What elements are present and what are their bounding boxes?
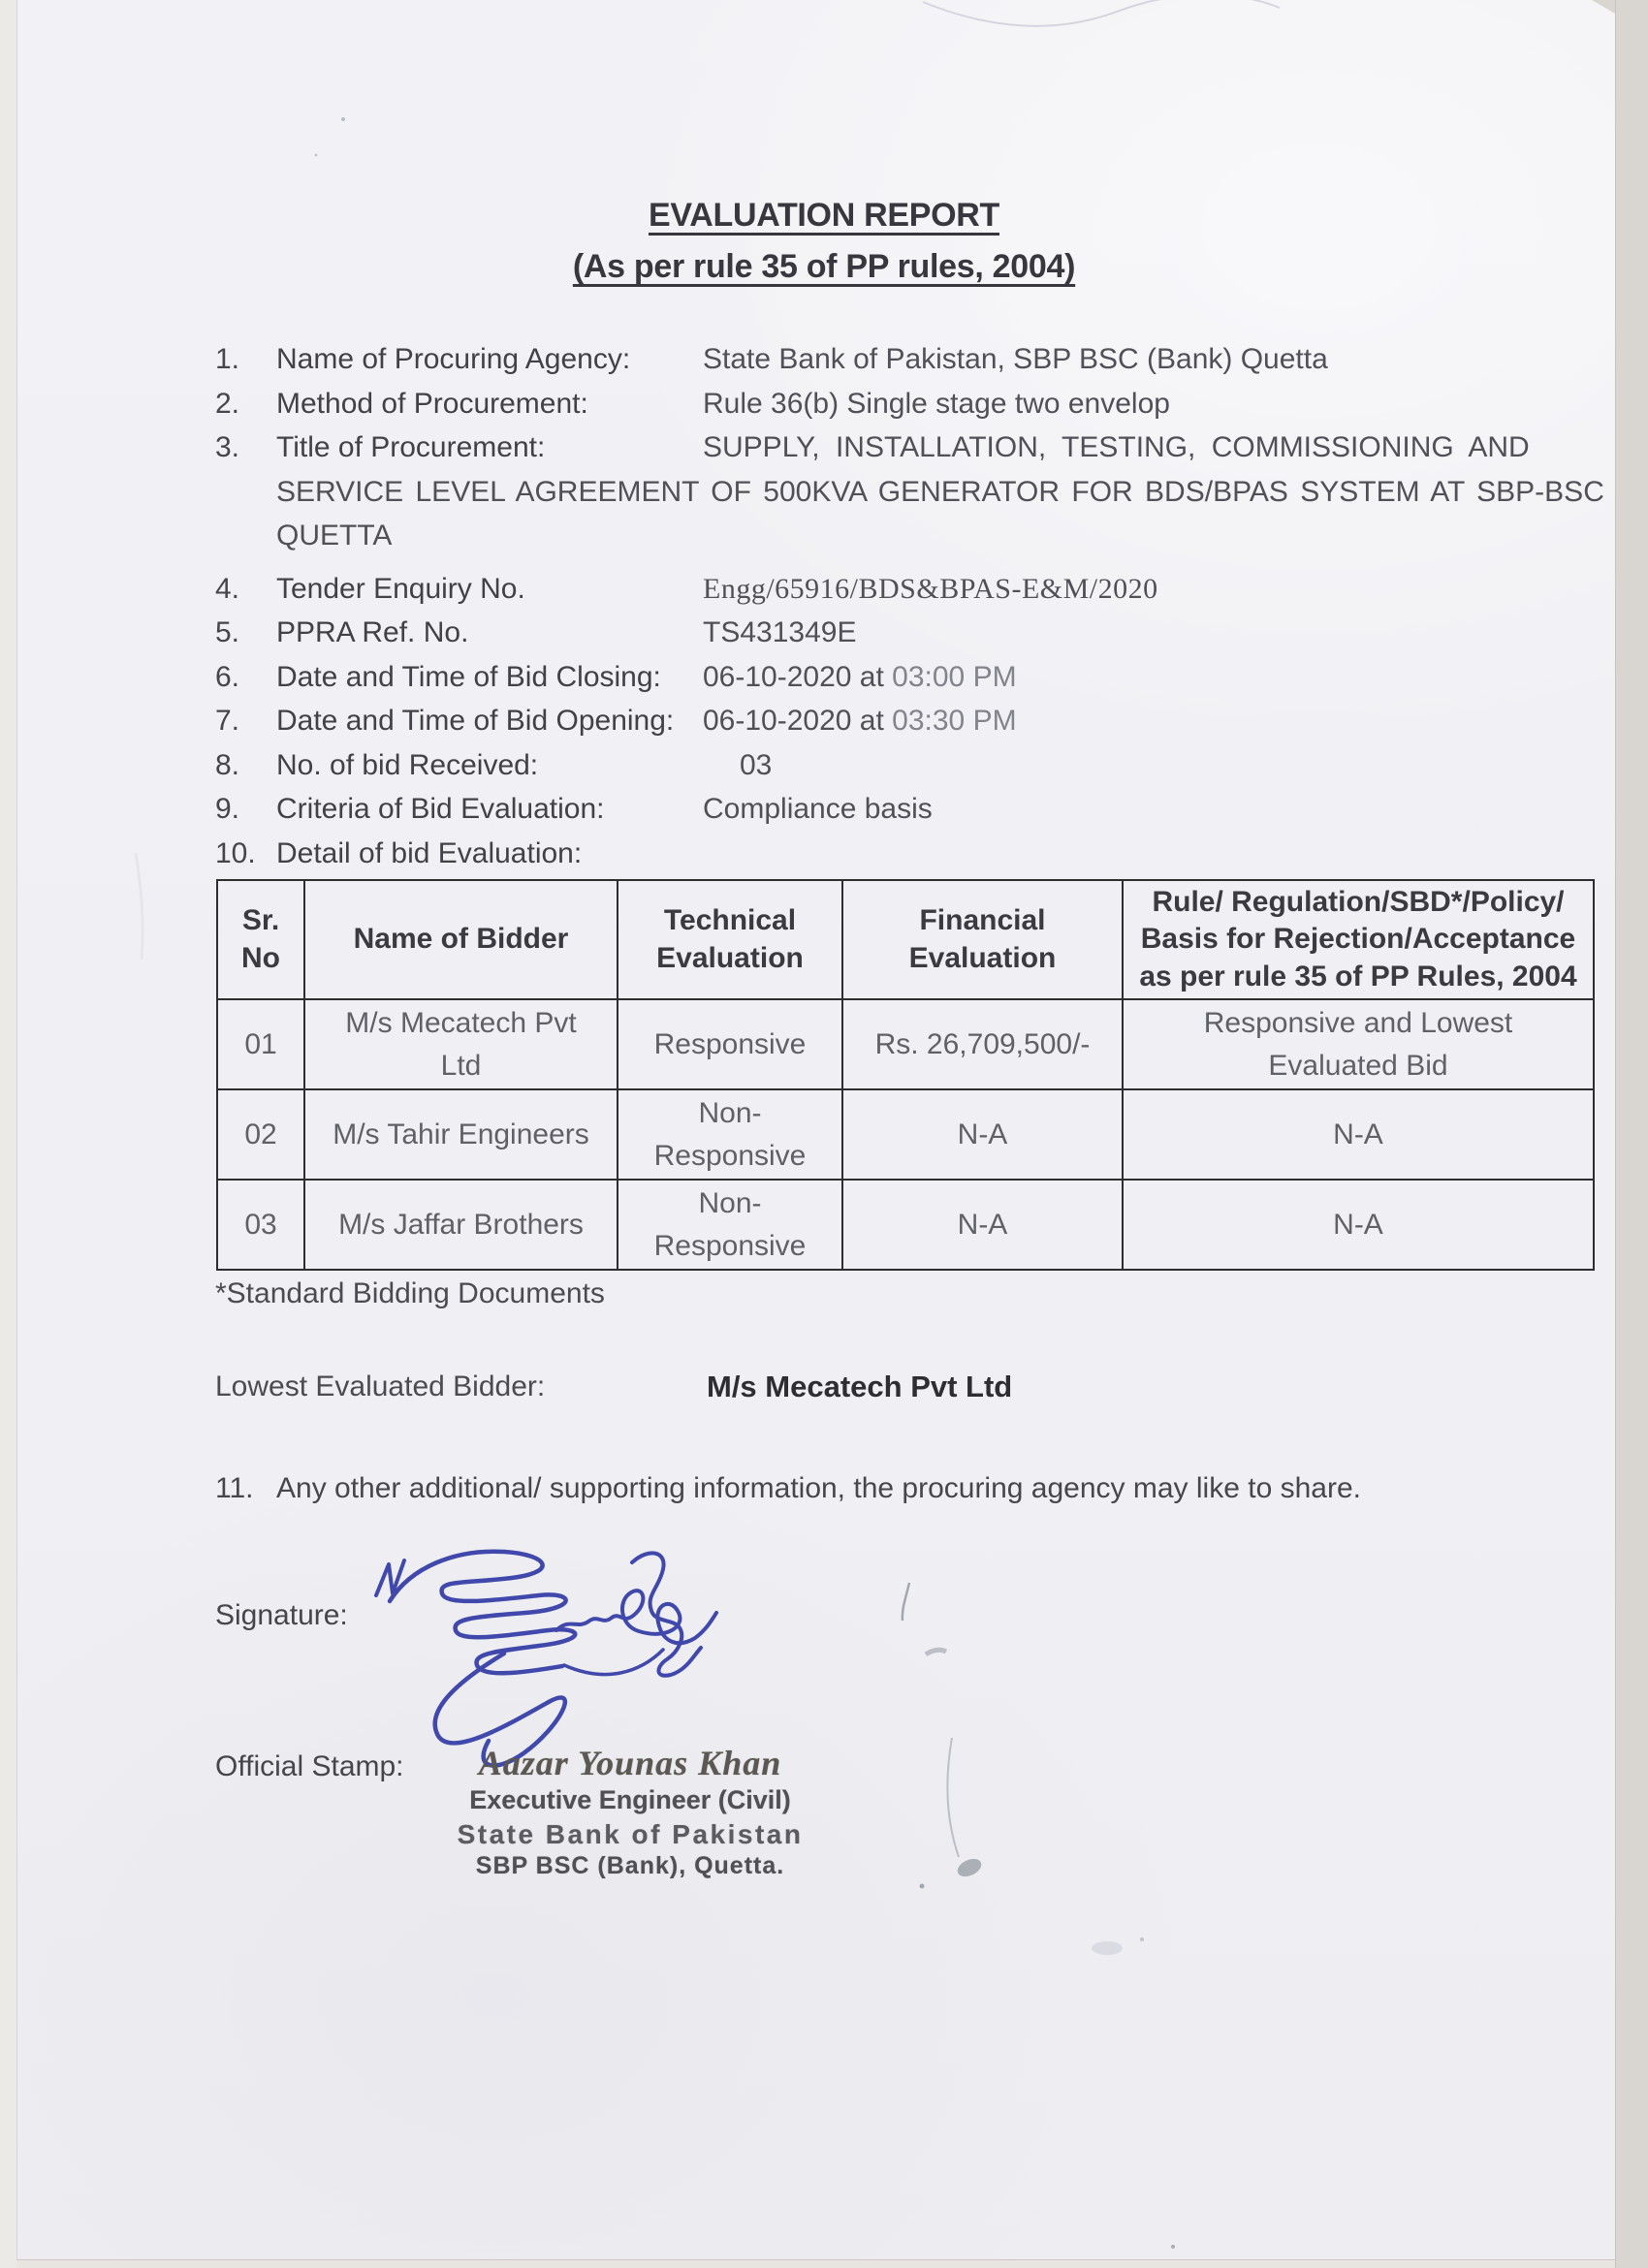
header-line: Name of Bidder	[353, 923, 569, 956]
table-header-row	[217, 880, 1594, 999]
lowest-evaluated-bidder-row	[215, 1365, 1593, 1408]
item-value	[703, 832, 1593, 876]
cell-line: Responsive and Lowest	[1203, 1007, 1513, 1039]
paper-smudge	[1092, 1941, 1123, 1955]
cell-basis: N-A	[1123, 1089, 1594, 1180]
cell-line: M/s Mecatech Pvt	[345, 1007, 577, 1039]
header-line: No	[241, 941, 280, 974]
cell-basis: N-A	[1123, 1180, 1594, 1270]
cell-financial: Rs. 26,709,500/-	[842, 999, 1123, 1089]
cell-bidder: M/s Jaffar Brothers	[304, 1180, 618, 1270]
item-number: 2.	[215, 387, 240, 420]
signature-label: Signature:	[215, 1599, 348, 1631]
item-value: Rule 36(b) Single stage two envelop	[703, 387, 1170, 420]
header-line: Technical	[663, 904, 797, 937]
item-label: Tender Enquiry No.	[276, 572, 525, 605]
list-item	[215, 567, 1593, 612]
item-number: 8.	[215, 748, 240, 781]
header-line: as per rule 35 of PP Rules, 2004	[1139, 960, 1577, 992]
header-cell-sr	[217, 880, 304, 999]
bid-opening-date: 06-10-2020 at	[703, 705, 884, 737]
list-item	[215, 832, 1593, 876]
official-stamp	[436, 1743, 824, 1880]
list-item	[215, 611, 1593, 655]
cell-line: Ltd	[440, 1049, 482, 1082]
cell-basis	[1123, 999, 1594, 1089]
header-line: Rule/ Regulation/SBD*/Policy/	[1152, 885, 1565, 918]
lowest-evaluated-bidder-label: Lowest Evaluated Bidder:	[215, 1370, 546, 1402]
cell-bidder	[304, 999, 618, 1089]
cell-line: Non-	[698, 1187, 762, 1219]
scan-left-edge	[0, 0, 17, 2268]
official-stamp-label: Official Stamp:	[215, 1750, 404, 1782]
cell-technical	[618, 1089, 842, 1180]
sbd-footnote: *Standard Bidding Documents	[215, 1277, 605, 1309]
table-row	[217, 999, 1594, 1089]
header-cell-basis	[1123, 880, 1594, 999]
item-number: 5.	[215, 616, 240, 648]
bid-closing-time: 03:00 PM	[892, 660, 1017, 693]
item-number: 3.	[215, 431, 240, 463]
paper-speck	[315, 154, 318, 157]
item-value: Compliance basis	[703, 793, 933, 825]
cell-sr: 02	[217, 1089, 304, 1180]
item-label: Criteria of Bid Evaluation:	[276, 793, 605, 825]
item-number: 7.	[215, 705, 240, 737]
item-number: 9.	[215, 793, 240, 825]
stamp-branch: SBP BSC (Bank), Quetta.	[475, 1852, 785, 1879]
title-block	[0, 197, 1648, 286]
cell-technical: Responsive	[618, 999, 842, 1089]
stamp-name: Aazar Younas Khan	[478, 1744, 782, 1782]
cell-sr: 01	[217, 999, 304, 1089]
item-label: Detail of bid Evaluation:	[276, 836, 583, 869]
item-number: 11.	[215, 1472, 254, 1504]
header-line: Sr.	[241, 904, 280, 937]
item-value-continuation: QUETTA	[276, 520, 393, 551]
numbered-list	[215, 337, 1604, 875]
item-value-continuation: SERVICE LEVEL AGREEMENT OF 500KVA GENERATOR FOR BDS/BPAS SYSTEM AT SBP-BSC	[276, 475, 1604, 508]
bid-opening-time: 03:30 PM	[892, 705, 1017, 737]
list-item	[215, 787, 1593, 832]
stamp-designation: Executive Engineer (Civil)	[469, 1785, 791, 1814]
header-cell-financial	[842, 880, 1123, 999]
page-subtitle: (As per rule 35 of PP rules, 2004)	[572, 248, 1076, 285]
item-value: SUPPLY, INSTALLATION, TESTING, COMMISSIONING AND	[703, 431, 1530, 463]
item-value: TS431349E	[703, 616, 857, 648]
item-label: Method of Procurement:	[276, 387, 588, 420]
item-value: State Bank of Pakistan, SBP BSC (Bank) Quetta	[703, 343, 1328, 375]
item-label: Title of Procurement:	[276, 431, 546, 463]
cell-line: Evaluated Bid	[1268, 1049, 1448, 1082]
item-value: 03	[740, 748, 773, 781]
paper-corner-cut	[1592, 0, 1615, 14]
cell-line: Responsive	[653, 1229, 807, 1262]
cell-technical	[618, 1180, 842, 1270]
ink-smudge	[955, 1855, 984, 1879]
paper-speck	[1140, 1937, 1144, 1941]
list-item	[215, 382, 1593, 426]
bid-evaluation-table	[216, 879, 1595, 1271]
bid-closing-date: 06-10-2020 at	[703, 660, 884, 693]
additional-info-item	[215, 1466, 1593, 1510]
header-line: Evaluation	[908, 941, 1057, 974]
header-cell-technical	[618, 880, 842, 999]
item-value	[703, 655, 1593, 700]
cell-bidder: M/s Tahir Engineers	[304, 1089, 618, 1180]
stamp-organization: State Bank of Pakistan	[457, 1819, 804, 1849]
item-number: 1.	[215, 343, 240, 375]
list-item	[215, 699, 1593, 743]
cell-financial: N-A	[842, 1089, 1123, 1180]
cell-sr: 03	[217, 1180, 304, 1270]
paper-speck	[920, 1884, 925, 1889]
ink-dash	[926, 1650, 946, 1654]
header-line: Basis for Rejection/Acceptance	[1140, 923, 1576, 956]
paper-speck	[341, 117, 345, 121]
cell-line: Responsive	[653, 1139, 807, 1172]
list-item	[215, 743, 1593, 788]
item-label: Date and Time of Bid Opening:	[276, 705, 675, 737]
list-item	[215, 655, 1593, 700]
scan-bottom-edge	[16, 2259, 1615, 2268]
item-label: Name of Procuring Agency:	[276, 343, 631, 375]
item-number: 10.	[215, 836, 256, 869]
table-row	[217, 1180, 1594, 1270]
list-item	[215, 337, 1593, 382]
pen-scratch	[903, 1583, 909, 1621]
lowest-evaluated-bidder-value: M/s Mecatech Pvt Ltd	[707, 1370, 1013, 1403]
header-line: Evaluation	[656, 941, 804, 974]
table-row	[217, 1089, 1594, 1180]
item-label: No. of bid Received:	[276, 748, 539, 781]
header-line: Financial	[919, 904, 1046, 937]
item-number: 4.	[215, 572, 240, 605]
cell-financial: N-A	[842, 1180, 1123, 1270]
item-value: Engg/65916/BDS&BPAS-E&M/2020	[703, 572, 1158, 605]
item-value	[703, 699, 1593, 743]
item-text: Any other additional/ supporting information, the procuring agency may like to share.	[276, 1472, 1361, 1504]
crease-line	[947, 1738, 959, 1857]
page-title: EVALUATION REPORT	[649, 197, 999, 234]
crease-line	[923, 0, 1280, 26]
scan-right-edge	[1615, 0, 1648, 2268]
paper-speck	[1171, 2245, 1175, 2249]
header-cell-bidder	[304, 880, 618, 999]
item-number: 6.	[215, 660, 240, 693]
item-label: PPRA Ref. No.	[276, 616, 469, 648]
item-label: Date and Time of Bid Closing:	[276, 660, 661, 693]
crease-line	[136, 853, 143, 960]
list-item	[215, 425, 1593, 470]
cell-line: Non-	[698, 1097, 762, 1129]
